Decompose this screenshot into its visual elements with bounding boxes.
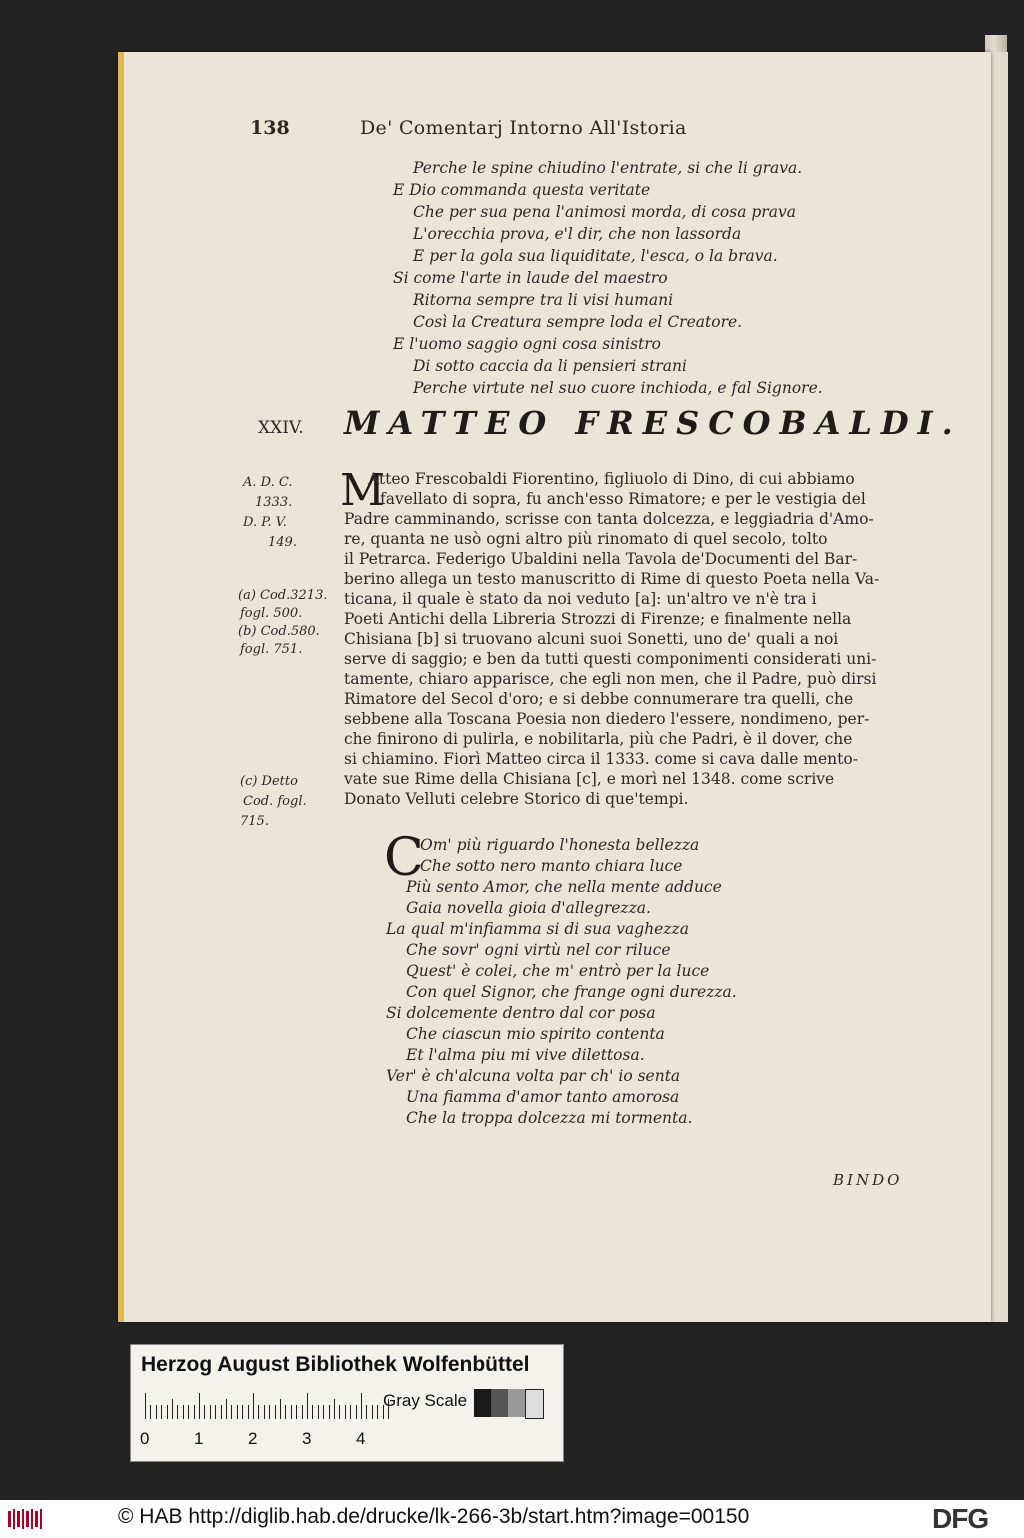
body-line: Donato Velluti celebre Storico di que'tempi. <box>344 790 689 808</box>
body-line: serve di saggio; e ben da tutti questi componimenti considerati uni- <box>344 650 877 668</box>
source-url-link[interactable]: © HAB http://diglib.hab.de/drucke/lk-266-3b/start.htm?image=00150 <box>118 1505 750 1528</box>
margin-note: D. P. V. <box>243 515 287 530</box>
ruler-tick <box>264 1405 265 1419</box>
margin-note: 149. <box>268 535 297 550</box>
body-line: ticana, il quale è stato da noi veduto [a]: un'altro ve n'è tra i <box>344 590 817 608</box>
margin-note: (b) Cod.580. <box>238 624 320 639</box>
scale-number: 2 <box>248 1429 258 1448</box>
ruler-tick <box>285 1405 286 1419</box>
body-line: re, quanta ne usò ogni altro più rinomato di quel secolo, tolto <box>344 530 828 548</box>
ruler-tick <box>226 1399 227 1419</box>
ruler-tick <box>172 1399 173 1419</box>
poem-line: Si come l'arte in laude del maestro <box>393 269 668 287</box>
ruler-tick <box>318 1405 319 1419</box>
body-line: si chiamino. Fiorì Matteo circa il 1333. come si cava dalle mento- <box>344 750 858 768</box>
body-line: favellato di sopra, fu anch'esso Rimatore; e per le vestigia del <box>380 490 866 508</box>
gray-patch <box>474 1389 491 1417</box>
poem-line: Che per sua pena l'animosi morda, di cosa prava <box>413 203 796 221</box>
ruler-tick <box>237 1405 238 1419</box>
scale-number: 3 <box>302 1429 312 1448</box>
poem-line: Perche le spine chiudino l'entrate, si che li grava. <box>413 159 803 177</box>
poem-line: Con quel Signor, che frange ogni durezza. <box>406 983 737 1001</box>
poem-line: La qual m'infiamma si di sua vaghezza <box>386 920 689 938</box>
gray-scale-label: Gray Scale <box>383 1391 468 1410</box>
ruler-tick <box>231 1405 232 1419</box>
margin-note: fogl. 751. <box>240 642 303 657</box>
ruler-tick <box>269 1405 270 1419</box>
poem-line: E Dio commanda questa veritate <box>393 181 651 199</box>
body-line: vate sue Rime della Chisiana [c], e morì nel 1348. come scrive <box>344 770 835 788</box>
margin-note: A. D. C. <box>243 475 293 490</box>
ruler-tick <box>156 1405 157 1419</box>
body-line: sebbene alla Toscana Poesia non diedero l'essere, nondimeno, per- <box>344 710 870 728</box>
poem-line: Et l'alma piu mi vive dilettosa. <box>406 1046 645 1064</box>
library-name: Herzog August Bibliothek Wolfenbüttel <box>141 1353 530 1376</box>
ruler-tick <box>312 1405 313 1419</box>
color-target-strip <box>130 1344 564 1462</box>
ruler-tick <box>210 1405 211 1419</box>
margin-note: (c) Detto <box>240 774 298 789</box>
ruler-tick <box>361 1393 362 1419</box>
ruler-tick <box>302 1405 303 1419</box>
running-head <box>250 117 850 147</box>
poem-line: Si dolcemente dentro dal cor posa <box>386 1004 656 1022</box>
hab-barcode-logo-icon <box>7 1507 43 1531</box>
poem-line: Ver' è ch'alcuna volta par ch' io senta <box>386 1067 681 1085</box>
ruler-tick <box>350 1405 351 1419</box>
ruler-tick <box>345 1405 346 1419</box>
margin-note: fogl. 500. <box>240 606 303 621</box>
gray-patch <box>508 1389 525 1417</box>
ruler-tick <box>188 1405 189 1419</box>
ruler-tick <box>280 1399 281 1419</box>
ruler-tick <box>215 1405 216 1419</box>
body-line: Atteo Frescobaldi Fiorentino, figliuolo di Dino, di cui abbiamo <box>368 470 855 488</box>
ruler-tick <box>258 1405 259 1419</box>
body-line: il Petrarca. Federigo Ubaldini nella Tavola de'Documenti del Bar- <box>344 550 858 568</box>
margin-note: 1333. <box>255 495 293 510</box>
gray-patch <box>491 1389 508 1417</box>
ruler-tick <box>296 1405 297 1419</box>
running-title: De' Comentarj Intorno All'Istoria <box>360 117 687 139</box>
poem-line: Perche virtute nel suo cuore inchioda, e fal Signore. <box>413 379 823 397</box>
poem-line: Che sotto nero manto chiara luce <box>420 857 683 875</box>
dfg-logo: DFG <box>932 1503 989 1534</box>
ruler-tick <box>323 1405 324 1419</box>
ruler-tick <box>329 1405 330 1419</box>
body-line: che finirono di pulirla, e nobilitarla, più che Padri, è il dover, che <box>344 730 853 748</box>
poem-line: Così la Creatura sempre loda el Creatore. <box>413 313 743 331</box>
body-line: Chisiana [b] si truovano alcuni suoi Sonetti, uno de' quali a noi <box>344 630 839 648</box>
poem-line: Om' più riguardo l'honesta bellezza <box>420 836 700 854</box>
poem-line: Una fiamma d'amor tanto amorosa <box>406 1088 680 1106</box>
body-line: tamente, chiaro apparisce, che egli non men, che il Padre, può dirsi <box>344 670 877 688</box>
ruler-tick <box>183 1405 184 1419</box>
chapter-title: MATTEO FRESCOBALDI. <box>344 404 962 442</box>
gray-patch <box>525 1389 544 1419</box>
poem-line: Che la troppa dolcezza mi tormenta. <box>406 1109 693 1127</box>
ruler-tick <box>334 1399 335 1419</box>
poem-line: E l'uomo saggio ogni cosa sinistro <box>393 335 662 353</box>
ruler-tick <box>248 1405 249 1419</box>
ruler-tick <box>204 1405 205 1419</box>
margin-note: (a) Cod.3213. <box>238 588 328 603</box>
ruler-tick <box>199 1393 200 1419</box>
scale-number: 4 <box>356 1429 366 1448</box>
ruler-tick <box>275 1405 276 1419</box>
poem-line: Gaia novella gioia d'allegrezza. <box>406 899 651 917</box>
ruler-tick <box>177 1405 178 1419</box>
body-line: Rimatore del Secol d'oro; e si debbe connumerare tra quelli, che <box>344 690 854 708</box>
poem-line: Più sento Amor, che nella mente adduce <box>406 878 722 896</box>
poem-line: L'orecchia prova, e'l dir, che non lassorda <box>413 225 742 243</box>
ruler-tick <box>167 1405 168 1419</box>
ruler-tick <box>161 1405 162 1419</box>
poem-line: Di sotto caccia da li pensieri strani <box>413 357 687 375</box>
chapter-number: XXIV. <box>258 418 304 438</box>
poem-line: Quest' è colei, che m' entrò per la luce <box>406 962 710 980</box>
scale-number: 0 <box>140 1429 150 1448</box>
body-line: Padre camminando, scrisse con tanta dolcezza, e leggiadria d'Amo- <box>344 510 874 528</box>
ruler-tick <box>291 1405 292 1419</box>
ruler-tick <box>253 1393 254 1419</box>
scale-number: 1 <box>194 1429 204 1448</box>
poem-line: E per la gola sua liquiditate, l'esca, o la brava. <box>413 247 778 265</box>
ruler-tick <box>194 1405 195 1419</box>
ruler-tick <box>307 1393 308 1419</box>
footer-bar <box>0 1500 1024 1538</box>
ruler-tick <box>372 1405 373 1419</box>
poem-line: Che sovr' ogni virtù nel cor riluce <box>406 941 671 959</box>
ruler-tick <box>221 1405 222 1419</box>
poem-line: Che ciascun mio spirito contenta <box>406 1025 665 1043</box>
body-line: Poeti Antichi della Libreria Strozzi di Firenze; e finalmente nella <box>344 610 852 628</box>
margin-note: 715. <box>240 814 269 829</box>
drop-cap: M <box>340 465 386 516</box>
margin-note: Cod. fogl. <box>243 794 307 809</box>
drop-cap: C <box>384 828 424 888</box>
ruler-tick <box>242 1405 243 1419</box>
ruler-tick <box>339 1405 340 1419</box>
body-line: berino allega un testo manuscritto di Rime di questo Poeta nella Va- <box>344 570 880 588</box>
catchword: BINDO <box>833 1171 903 1189</box>
poem-line: Ritorna sempre tra li visi humani <box>413 291 674 309</box>
ruler-tick <box>145 1393 146 1419</box>
ruler-tick <box>377 1405 378 1419</box>
ruler-tick <box>150 1405 151 1419</box>
ruler-tick <box>366 1405 367 1419</box>
page-number: 138 <box>250 117 290 139</box>
ruler-tick <box>356 1405 357 1419</box>
